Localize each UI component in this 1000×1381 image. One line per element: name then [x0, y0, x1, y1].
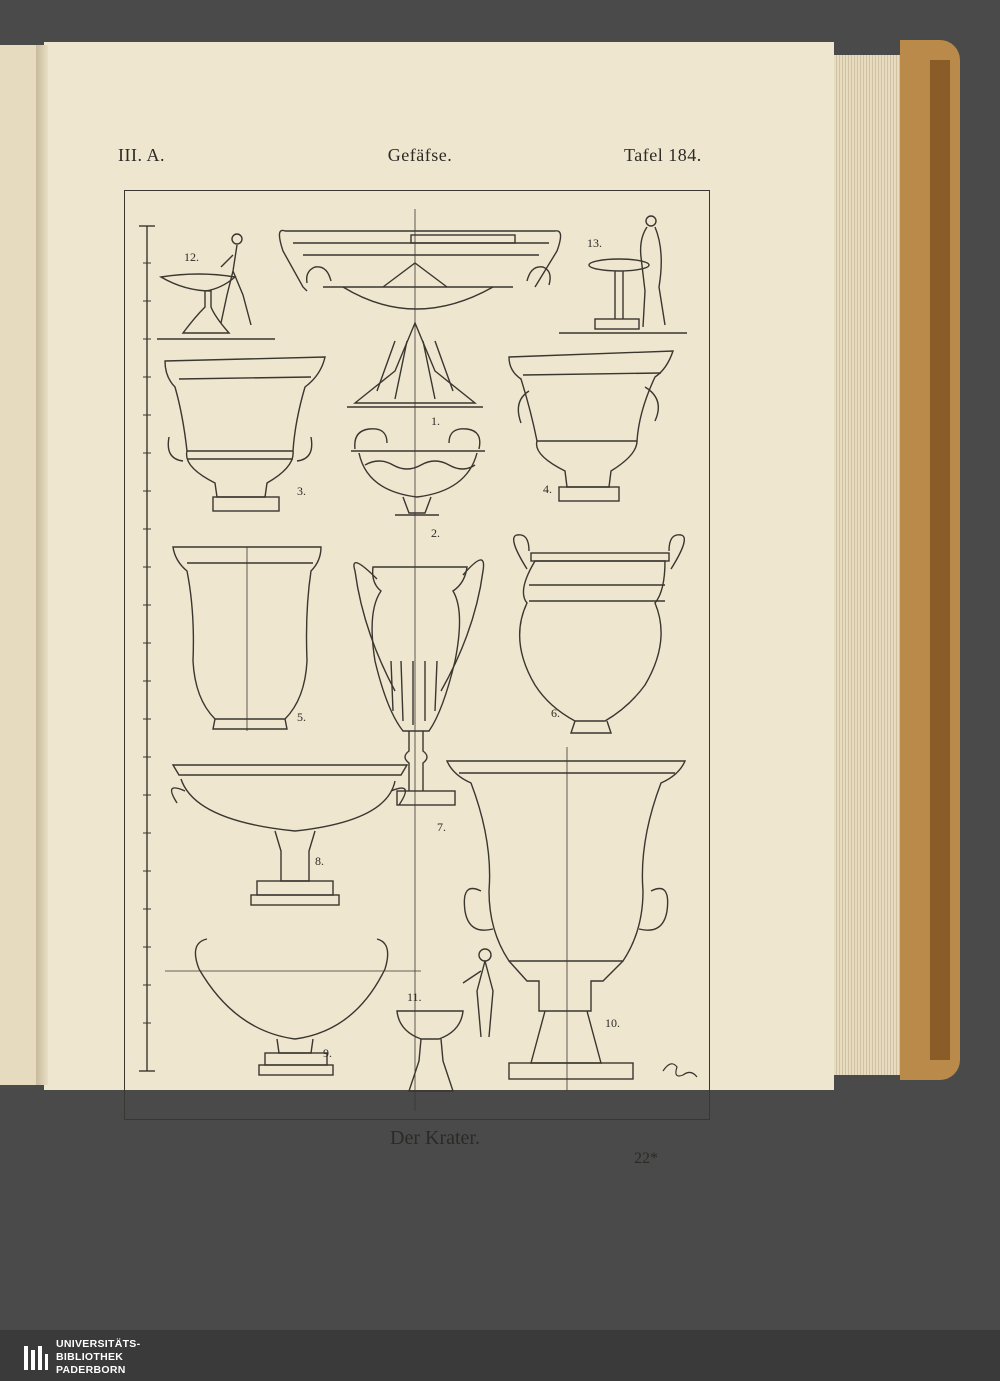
left-page-edge: [0, 45, 40, 1085]
vessel-4: [509, 351, 673, 501]
vessel-1: [279, 230, 560, 407]
vessel-13: [559, 216, 687, 333]
vessel-7: [354, 560, 484, 805]
figure-number: 6.: [551, 706, 560, 720]
figure-number: 5.: [297, 710, 306, 724]
figure-number: 7.: [437, 820, 446, 834]
vessel-12: [157, 234, 275, 339]
vessel-9: [165, 939, 421, 1075]
library-footer: [0, 1330, 1000, 1381]
vessel-11: [397, 949, 493, 1091]
figure-number: 4.: [543, 482, 552, 496]
library-logo-icon: [22, 1344, 50, 1372]
figure-number: 2.: [431, 526, 440, 540]
book-gutter: [36, 45, 48, 1085]
figure-number: 10.: [605, 1016, 620, 1030]
figure-number: 13.: [587, 236, 602, 250]
library-name-line3: PADERBORN: [56, 1364, 126, 1376]
figure-number: 11.: [407, 990, 422, 1004]
figure-number: 3.: [297, 484, 306, 498]
section-label: III. A.: [118, 145, 165, 165]
vessel-10: [447, 747, 685, 1091]
page-title: Gefäfse.: [387, 145, 453, 165]
figure-number: 12.: [184, 250, 199, 264]
library-name-line2: BIBLIOTHEK: [56, 1351, 124, 1363]
plate-number: Tafel 184.: [624, 145, 702, 165]
figure-number: 8.: [315, 854, 324, 868]
scale-bar: [139, 226, 155, 1071]
vessel-drawings: [125, 191, 709, 1119]
plate-caption: Der Krater.: [390, 1127, 480, 1149]
signature-mark: 22*: [634, 1150, 658, 1167]
vessel-5: [173, 547, 321, 731]
vessel-2: [351, 429, 485, 515]
figure-number: 9.: [323, 1046, 332, 1060]
library-name-line1: UNIVERSITÄTS-: [56, 1338, 141, 1350]
vessel-6: [514, 535, 685, 733]
page-stack-edge: [828, 55, 900, 1075]
book-spine-edge: [930, 60, 950, 1060]
plate-illustration: [124, 190, 710, 1120]
artist-monogram: [663, 1064, 697, 1077]
vessel-8: [172, 765, 407, 905]
figure-number: 1.: [431, 414, 440, 428]
